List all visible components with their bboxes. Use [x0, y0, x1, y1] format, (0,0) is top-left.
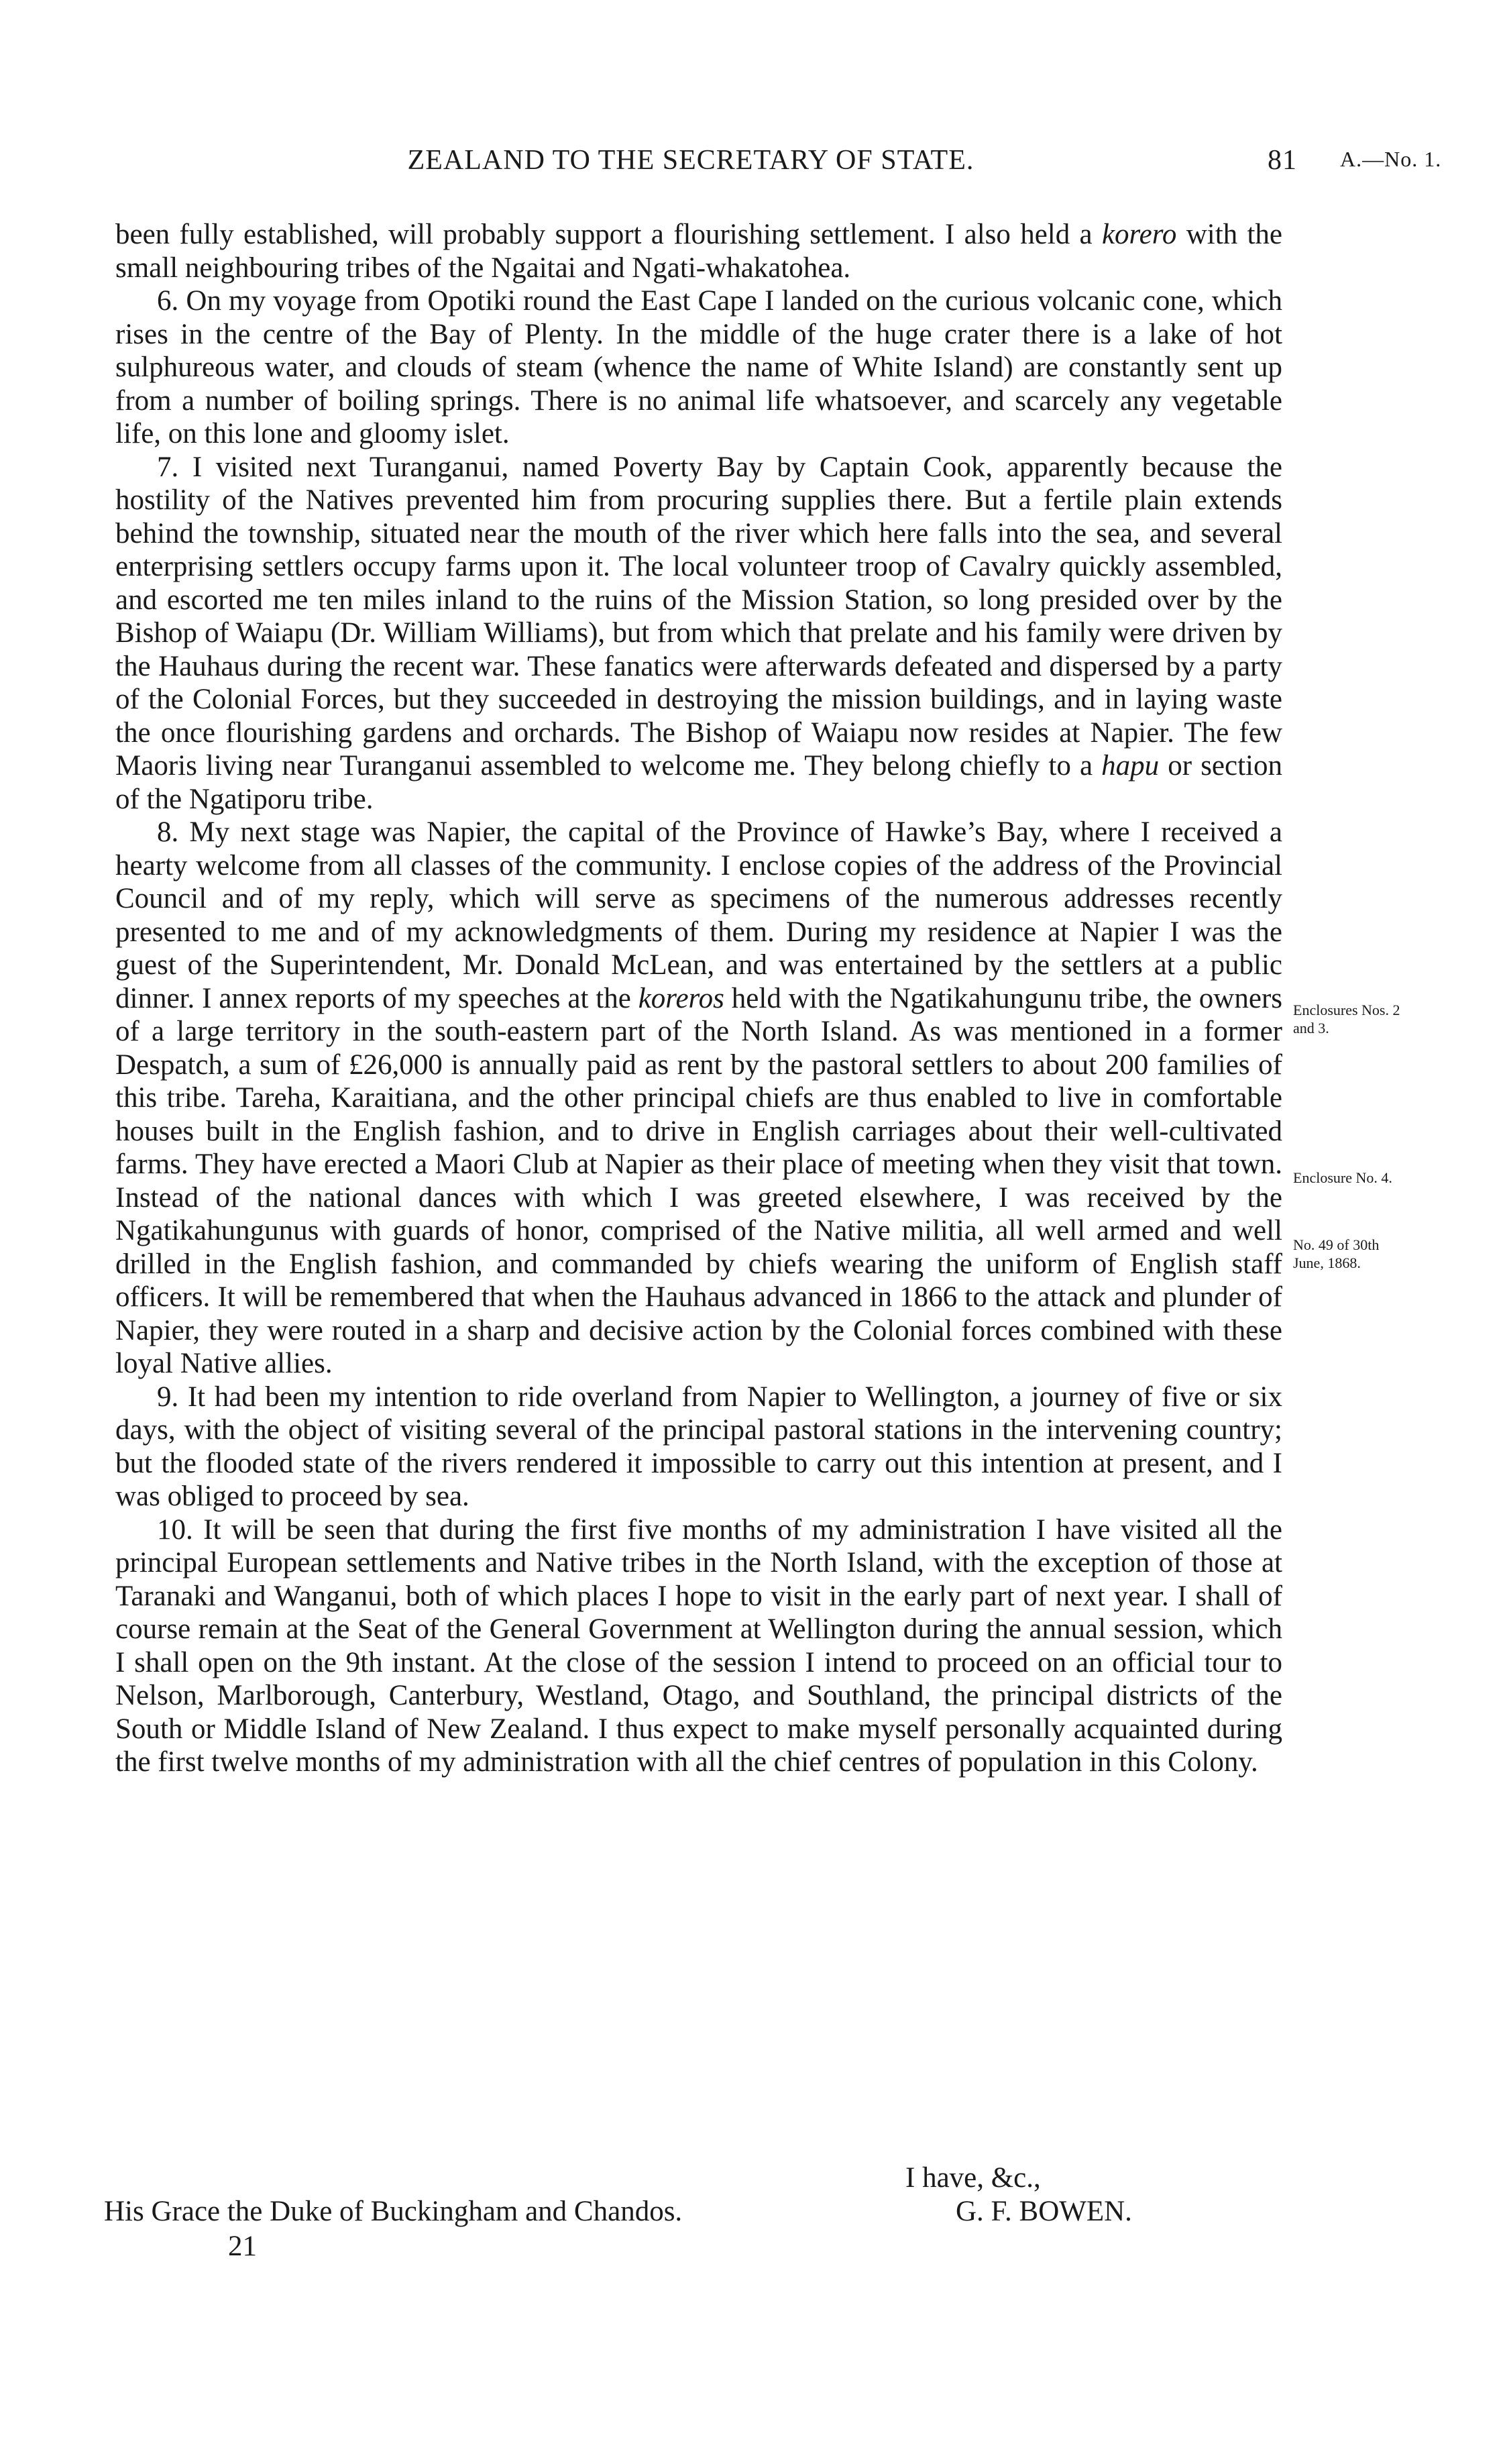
page-header [0, 144, 1505, 191]
letter-body [115, 218, 1282, 1779]
maori-term: koreros [638, 982, 724, 1014]
paragraph-7: 7. I visited next Turanganui, named Poverty Bay by Captain Cook, apparently because the hostility of the Natives prevented him from procuring supplies there. But a fertile plain extends behind the township, situated near the mouth of the river which here falls into the sea, and several enterprising settlers occupy farms upon it. The local volunteer troop of Cavalry quickly assembled, and escorted me ten miles inland to the ruins of the Mission Station, so long presided over by the Bishop of Waiapu (Dr. William Williams), but from which that prelate and his family were driven by the Hauhaus during the recent war. These fanatics were afterwards defeated and dispersed by a party of the Colonial Forces, but they succeeded in destroying the mission buildings, and in laying waste the once flourishing gardens and orchards. The Bishop of Waiapu now resides at Napier. The few Maoris living near Turanganui assembled to welcome me. They belong chiefly to a hapu or section of the Ngatiporu tribe. [115, 451, 1282, 815]
page-number: 81 [1268, 145, 1297, 176]
paragraph-10: 10. It will be seen that during the first five months of my administration I have visited all the principal European settlements and Native tribes in the North Island, with the exception of those at Taranaki and Wanganui, both of which places I hope to visit in the early part of next year. I shall of course remain at the Seat of the General Government at Wellington during the annual session, which I shall open on the 9th instant. At the close of the session I intend to proceed on an official tour to Nelson, Marlborough, Canterbury, Westland, Otago, and Southland, the principal districts of the South or Middle Island of New Zealand. I thus expect to make myself personally acquainted during the first twelve months of my administration with all the chief centres of population in this Colony. [115, 1513, 1282, 1778]
salutation: I have, &c., [905, 2162, 1041, 2194]
running-title: ZEALAND TO THE SECRETARY OF STATE. [407, 145, 974, 176]
maori-term: korero [1101, 219, 1177, 250]
paragraph-9: 9. It had been my intention to ride overland from Napier to Wellington, a journey of five or six days, with the object of visiting several of the principal pastoral stations in the intervening country; but the flooded state of the rivers rendered it impossible to carry out this intention at present, and I was obliged to proceed by sea. [115, 1381, 1282, 1512]
maori-term: hapu [1101, 750, 1160, 782]
signature: G. F. BOWEN. [956, 2196, 1132, 2227]
margin-note-despatch: No. 49 of 30th June, 1868. [1293, 1236, 1380, 1271]
document-reference: A.—No. 1. [1340, 147, 1442, 171]
paragraph-continuation: been fully established, will probably support a flourishing settlement. I also held a korero with the small neighbouring tribes of the Ngaitai and Ngati-whakatohea. [115, 219, 1283, 284]
paragraph-8: 8. My next stage was Napier, the capital of the Province of Hawke’s Bay, where I received a hearty welcome from all classes of the community. I enclose copies of the address of the Provincial Council and of my reply, which will serve as specimens of the numerous addresses recently presented to me and of my acknowledgments of them. During my residence at Napier I was the guest of the Superintendent, Mr. Donald McLean, and was entertained by the settlers at a public dinner. I annex reports of my speeches at the koreros held with the Ngatikahungunu tribe, the owners of a large territory in the south-eastern part of the North Island. As was mentioned in a former Despatch, a sum of £26,000 is annually paid as rent by the pastoral settlers to about 200 families of this tribe. Tareha, Karaitiana, and the other principal chiefs are thus enabled to live in comfortable houses built in the English fashion, and to drive in English carriages about their well-cultivated farms. They have erected a Maori Club at Napier as their place of meeting when they visit that town. Instead of the national dances with which I was greeted elsewhere, I was received by the Ngatikahungunus with guards of honor, comprised of the Native militia, all well armed and well drilled in the English fashion, and commanded by chiefs wearing the uniform of English staff officers. It will be remembered that when the Hauhaus advanced in 1866 to the attack and plunder of Napier, they were routed in a sharp and decisive action by the Colonial forces combined with these loyal Native allies. [115, 816, 1282, 1379]
paragraph-6: 6. On my voyage from Opotiki round the East Cape I landed on the curious volcanic cone, which rises in the centre of the Bay of Plenty. In the middle of the huge crater there is a lake of hot sulphureous water, and clouds of steam (whence the name of White Island) are constantly sent up from a number of boiling springs. There is no animal life whatsoever, and scarcely any vegetable life, on this lone and gloomy islet. [115, 285, 1282, 449]
margin-note-enclosures: Enclosures Nos. 2 and 3. [1293, 1002, 1400, 1036]
addressee: His Grace the Duke of Buckingham and Chandos. [104, 2196, 683, 2227]
sheet-number: 21 [228, 2231, 257, 2262]
margin-note-enclosure-4: Enclosure No. 4. [1293, 1169, 1392, 1186]
